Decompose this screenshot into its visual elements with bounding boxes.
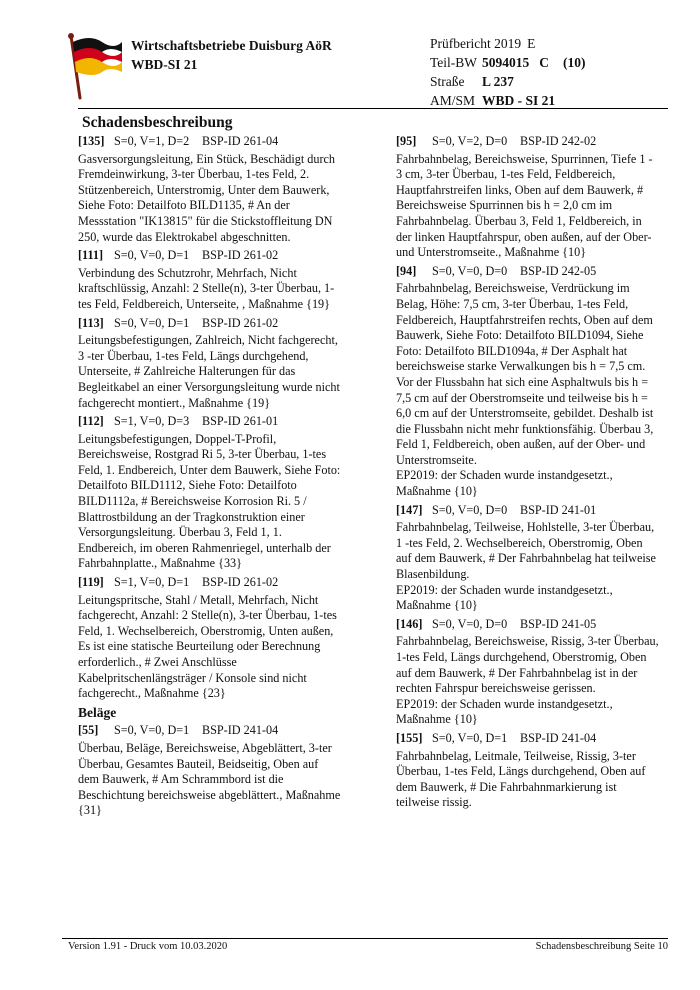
damage-description: Leitungsbefestigungen, Zahlreich, Nicht fachgerecht, 3 -ter Überbau, 1-tes Feld, Längs durchgehend, Unterseite, # Zahlreiche Halterungen für das Begleitkabel an einer Versorgungsleitung wurde nicht fachgerecht montiert., Maßnahme {19}	[78, 333, 340, 410]
damage-rating: S=0, V=1, D=2	[114, 134, 190, 148]
damage-entry	[396, 731, 660, 811]
damage-rating: S=0, V=0, D=0	[432, 263, 508, 278]
damage-entry	[78, 575, 342, 702]
damage-repair-note: EP2019: der Schaden wurde instandgesetzt., Maßnahme {10}	[396, 468, 613, 499]
damage-rating: S=0, V=0, D=1	[114, 248, 190, 263]
damage-rating: S=1, V=0, D=1	[114, 575, 190, 590]
subsection-title: Beläge	[78, 704, 117, 720]
germany-flag-icon	[62, 28, 124, 100]
strasse-label: Straße	[430, 74, 465, 89]
report-title-row	[430, 34, 586, 53]
damage-bsp-id: BSP-ID 261-04	[202, 134, 279, 148]
teil-bw-row	[430, 53, 586, 72]
teil-bw-number: 5094015	[482, 55, 530, 70]
footer-page-number: Schadensbeschreibung Seite 10	[535, 941, 668, 952]
damage-entry	[78, 316, 342, 412]
damage-id: [94]	[396, 263, 417, 278]
damage-entry	[78, 134, 342, 245]
right-column	[396, 134, 660, 814]
damage-bsp-id: BSP-ID 261-01	[202, 414, 279, 429]
damage-id: [119]	[78, 575, 104, 590]
damage-entry-header	[396, 731, 660, 747]
damage-bsp-id: BSP-ID 242-05	[520, 263, 597, 278]
damage-id: [111]	[78, 248, 104, 263]
damage-description: Leitungsbefestigungen, Doppel-T-Profil, Bereichsweise, Rostgrad Ri 5, 3-ter Überbau, 1-tes Feld, 1. Endbereich, Unter dem Bauwerk, Siehe Foto: Detailfoto BILD1112, Siehe Foto: Detailfoto BILD1112a, # Bereichsweise Korrosion Ri. 5 / Blattrostbildung an der Tragkonstruktion einer Versorgungsleitung. Überbau 3, Feld 1, 1. Endbereich, im oberen Rahmenriegel, unterhalb der Fahrbahnplatte., Maßnahme {33}	[78, 431, 341, 571]
damage-id: [155]	[396, 730, 423, 745]
damage-entry-header	[396, 617, 660, 633]
damage-rating: S=0, V=0, D=1	[114, 315, 190, 330]
damage-description: Fahrbahnbelag, Teilweise, Hohlstelle, 3-ter Überbau, 1 -tes Feld, 2. Wechselbereich, Oberstromig, Oben auf dem Bauwerk, # Der Fahrbahnbelag hat teilweise Blasenbildung.	[396, 520, 656, 582]
damage-description: Verbindung des Schutzrohr, Mehrfach, Nicht kraftschlüssig, Anzahl: 2 Stelle(n), 3-ter Überbau, 1-tes Feld, Feldbereich, Unterseite, , Maßnahme {19}	[78, 265, 335, 311]
left-entries-group-belaege	[78, 723, 342, 819]
teil-bw-label: Teil-BW	[430, 55, 478, 70]
teil-bw-class: C	[539, 55, 549, 70]
damage-rating: S=0, V=2, D=0	[432, 134, 508, 148]
damage-entry-header	[78, 134, 342, 150]
damage-description: Fahrbahnbelag, Bereichsweise, Spurrinnen, Tiefe 1 - 3 cm, 3-ter Überbau, 1-tes Feld, Feldbereich, Hauptfahrstreifen links, Oben auf dem Bauwerk, # Bereichsweise Spurrinnen bis h = 2,0 cm im Fahrbahnbelag. Überbau 3, Feld 1, Feldbereich, in der linken Hauptfahrspur, oben außen, auf der Ober- und Unterstromseite., Maßnahme {10}	[396, 151, 653, 260]
damage-entry-header	[78, 316, 342, 332]
damage-entry-header	[396, 264, 660, 280]
damage-description: Fahrbahnbelag, Bereichsweise, Verdrückung im Belag, Höhe: 7,5 cm, 3-ter Überbau, 1-tes Feld, Feldbereich, Hauptfahrstreifen rechts, Oben auf dem Bauwerk, Siehe Foto: Detailfoto BILD1094, Siehe Foto: Detailfoto BILD1094a, # Der Asphalt hat bereichsweise starke Verwalkungen bis h = 7,5 cm. Vor der Flussbahn hat sich eine Asphaltwuls bis h = 7,5 cm auf der Oberstromseite und teilweise bis h = 6,0 cm auf der Unterstromseite, gebildet. Deshalb ist die Flussbahn nicht mehr funktionsfähig. Überbau 3, Feld 1, Feldbereich, oben außen, auf der Ober- und Unterstromseite.	[396, 281, 654, 467]
left-column	[78, 134, 342, 822]
damage-bsp-id: BSP-ID 261-02	[202, 575, 279, 590]
damage-bsp-id: BSP-ID 241-01	[520, 502, 597, 517]
damage-bsp-id: BSP-ID 241-04	[202, 723, 279, 738]
damage-repair-note: EP2019: der Schaden wurde instandgesetzt., Maßnahme {10}	[396, 696, 613, 727]
damage-description: Gasversorgungsleitung, Ein Stück, Beschädigt durch Fremdeinwirkung, 3-ter Überbau, 1-tes Feld, 2. Stützenbereich, Unterstromig, Unter dem Bauwerk, Siehe Foto: Detailfoto BILD1135, # An der Messstation "IK13815" für die Stickstoffleitung DN 250, wurde das Elektrokabel abgeschnitten.	[78, 151, 336, 244]
damage-entry	[78, 414, 342, 572]
footer-version: Version 1.91 - Druck vom 10.03.2020	[68, 941, 228, 952]
org-line-1: Wirtschaftsbetriebe Duisburg AöR	[131, 38, 332, 53]
report-label: Prüfbericht 2019	[430, 36, 522, 51]
damage-description: Leitungspritsche, Stahl / Metall, Mehrfach, Nicht fachgerecht, Anzahl: 2 Stelle(n), 3-ter Überbau, 1-tes Feld, 1. Wechselbereich, Oberstromig, Unten außen, Es ist eine statische Beurteilung oder Berechnung erforderlich., # Zwei Anschlüsse Kabelpritschenlängsträger / Konsole sind nicht fachgerecht., Maßnahme {23}	[78, 592, 337, 701]
damage-id: [147]	[396, 502, 423, 517]
damage-id: [135]	[78, 134, 105, 148]
damage-bsp-id: BSP-ID 242-02	[520, 134, 597, 148]
report-header-info	[430, 34, 586, 110]
damage-id: [113]	[78, 315, 104, 330]
damage-bsp-id: BSP-ID 241-04	[520, 730, 597, 745]
damage-id: [146]	[396, 616, 423, 631]
damage-entry-header	[396, 134, 660, 150]
right-entries-group	[396, 134, 660, 811]
damage-description: Fahrbahnbelag, Leitmale, Teilweise, Rissig, 3-ter Überbau, 1-tes Feld, Längs durchgehend, Oben auf dem Bauwerk, # Die Fahrbahnmarkierung ist teilweise rissig.	[396, 748, 646, 810]
teil-bw-extra: (10)	[563, 55, 586, 70]
strasse-row	[430, 72, 586, 91]
damage-id: [55]	[78, 723, 99, 738]
damage-repair-note: EP2019: der Schaden wurde instandgesetzt., Maßnahme {10}	[396, 582, 613, 613]
damage-entry	[78, 723, 342, 819]
damage-id: [112]	[78, 414, 104, 429]
damage-entry	[396, 617, 660, 728]
damage-description: Fahrbahnbelag, Bereichsweise, Rissig, 3-ter Überbau, 1-tes Feld, Längs durchgehend, Oberstromig, Oben auf dem Bauwerk, # Der Fahrbahnbelag ist in der rechten Fahrspur bereichsweise gerissen.	[396, 634, 659, 696]
section-title: Schadensbeschreibung	[82, 114, 233, 131]
damage-bsp-id: BSP-ID 261-02	[202, 248, 279, 263]
damage-description: Überbau, Beläge, Bereichsweise, Abgeblättert, 3-ter Überbau, Gesamtes Bauteil, Beidseitig, Oben auf dem Bauwerk, # Am Schrammbord ist die Beschichtung bereichsweise abgeblättert., Maßnahme {31}	[78, 740, 341, 818]
organization-name	[131, 36, 332, 74]
damage-bsp-id: BSP-ID 261-02	[202, 315, 279, 330]
damage-rating: S=0, V=0, D=1	[114, 723, 190, 738]
header-divider	[78, 108, 668, 109]
damage-id: [95]	[396, 134, 417, 148]
damage-entry	[396, 134, 660, 261]
org-line-2: WBD-SI 21	[131, 57, 198, 72]
damage-entry	[396, 264, 660, 500]
footer-divider	[62, 938, 668, 939]
damage-entry-header	[78, 248, 342, 264]
damage-bsp-id: BSP-ID 241-05	[520, 616, 597, 631]
damage-rating: S=0, V=0, D=0	[432, 502, 508, 517]
amsm-label: AM/SM	[430, 93, 476, 108]
damage-rating: S=0, V=0, D=1	[432, 730, 508, 745]
damage-entry	[396, 503, 660, 614]
damage-entry-header	[78, 723, 342, 739]
report-suffix: E	[527, 36, 536, 51]
damage-rating: S=1, V=0, D=3	[114, 414, 190, 429]
amsm-value: WBD - SI 21	[482, 93, 556, 108]
left-entries-group	[78, 134, 342, 702]
damage-rating: S=0, V=0, D=0	[432, 616, 508, 631]
damage-entry-header	[78, 575, 342, 591]
strasse-value: L 237	[482, 74, 514, 89]
damage-entry-header	[396, 503, 660, 519]
damage-entry	[78, 248, 342, 312]
damage-entry-header	[78, 414, 342, 430]
